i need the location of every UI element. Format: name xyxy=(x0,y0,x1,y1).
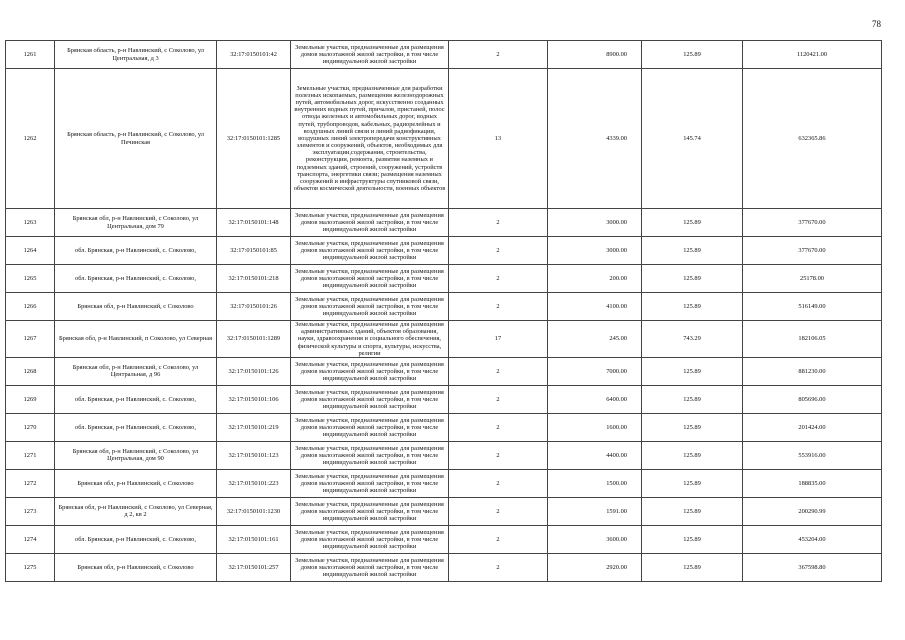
group-cell: 2 xyxy=(449,357,548,385)
group-cell: 2 xyxy=(449,553,548,581)
specific-value-cell: 125.89 xyxy=(642,385,743,413)
cadastral-number-cell: 32:17:0150101:257 xyxy=(217,553,291,581)
area-cell: 4339.00 xyxy=(548,69,642,209)
table-row xyxy=(6,265,882,293)
area-cell: 245.00 xyxy=(548,321,642,358)
specific-value-cell: 145.74 xyxy=(642,69,743,209)
group-cell: 2 xyxy=(449,209,548,237)
cadastral-value-cell: 188835.00 xyxy=(743,469,882,497)
table-row xyxy=(6,357,882,385)
address-cell: Брянская обл, р-н Навлинский, с Соколово, ул Северная, д 2, кв 2 xyxy=(55,497,217,525)
cadastral-number-cell: 32:17:0150101:219 xyxy=(217,413,291,441)
row-number-cell: 1263 xyxy=(6,209,55,237)
table-row xyxy=(6,237,882,265)
address-cell: Брянская область, р-н Навлинский, с Соколово, ул Центральная, д 3 xyxy=(55,41,217,69)
cadastral-value-cell: 377670.00 xyxy=(743,237,882,265)
specific-value-cell: 125.89 xyxy=(642,441,743,469)
area-cell: 1600.00 xyxy=(548,413,642,441)
cadastral-number-cell: 32:17:0150101:123 xyxy=(217,441,291,469)
table-row xyxy=(6,497,882,525)
land-use-cell: Земельные участки, предназначенные для размещения домов малоэтажной жилой застройки, в том числе индивидуальной жилой застройки xyxy=(291,385,449,413)
group-cell: 2 xyxy=(449,413,548,441)
address-cell: обл. Брянская, р-н Навлинский, с. Соколово, xyxy=(55,237,217,265)
cadastral-value-cell: 200290.99 xyxy=(743,497,882,525)
table-row xyxy=(6,413,882,441)
group-cell: 2 xyxy=(449,385,548,413)
row-number-cell: 1265 xyxy=(6,265,55,293)
address-cell: Брянская обл, р-н Навлинский, с Соколово xyxy=(55,553,217,581)
row-number-cell: 1268 xyxy=(6,357,55,385)
cadastral-number-cell: 32:17:0150101:161 xyxy=(217,525,291,553)
cadastral-value-cell: 516149.00 xyxy=(743,293,882,321)
cadastral-value-cell: 367598.80 xyxy=(743,553,882,581)
table-row xyxy=(6,469,882,497)
group-cell: 2 xyxy=(449,41,548,69)
specific-value-cell: 125.89 xyxy=(642,265,743,293)
specific-value-cell: 125.89 xyxy=(642,497,743,525)
area-cell: 3000.00 xyxy=(548,237,642,265)
table-row xyxy=(6,321,882,358)
land-use-cell: Земельные участки, предназначенные для размещения административных зданий, объектов образования, науки, здравоохранения и социального обеспечения, физической культуры и спорта, культуры, искусства, религии xyxy=(291,321,449,358)
land-plots-table xyxy=(5,40,882,582)
area-cell: 1591.00 xyxy=(548,497,642,525)
area-cell: 3000.00 xyxy=(548,209,642,237)
area-cell: 1500.00 xyxy=(548,469,642,497)
address-cell: Брянская обл, р-н Навлинский, с Соколово xyxy=(55,469,217,497)
table-row xyxy=(6,69,882,209)
row-number-cell: 1267 xyxy=(6,321,55,358)
land-use-cell: Земельные участки, предназначенные для размещения домов малоэтажной жилой застройки, в том числе индивидуальной жилой застройки xyxy=(291,413,449,441)
land-use-cell: Земельные участки, предназначенные для размещения домов малоэтажной жилой застройки, в том числе индивидуальной жилой застройки xyxy=(291,237,449,265)
specific-value-cell: 743.29 xyxy=(642,321,743,358)
specific-value-cell: 125.89 xyxy=(642,357,743,385)
specific-value-cell: 125.89 xyxy=(642,237,743,265)
cadastral-value-cell: 182106.05 xyxy=(743,321,882,358)
cadastral-value-cell: 453204.00 xyxy=(743,525,882,553)
cadastral-value-cell: 25178.00 xyxy=(743,265,882,293)
land-use-cell: Земельные участки, предназначенные для размещения домов малоэтажной жилой застройки, в том числе индивидуальной жилой застройки xyxy=(291,525,449,553)
cadastral-number-cell: 32:17:0150101:1285 xyxy=(217,69,291,209)
table-row xyxy=(6,209,882,237)
page-number: 78 xyxy=(872,19,881,29)
table-body xyxy=(6,41,882,582)
land-use-cell: Земельные участки, предназначенные для размещения домов малоэтажной жилой застройки, в том числе индивидуальной жилой застройки xyxy=(291,357,449,385)
row-number-cell: 1262 xyxy=(6,69,55,209)
cadastral-value-cell: 1120421.00 xyxy=(743,41,882,69)
table-row xyxy=(6,293,882,321)
cadastral-number-cell: 32:17:0150101:218 xyxy=(217,265,291,293)
address-cell: обл. Брянская, р-н Навлинский, с. Соколово, xyxy=(55,525,217,553)
specific-value-cell: 125.89 xyxy=(642,413,743,441)
land-use-cell: Земельные участки, предназначенные для размещения домов малоэтажной жилой застройки, в том числе индивидуальной жилой застройки xyxy=(291,497,449,525)
row-number-cell: 1270 xyxy=(6,413,55,441)
specific-value-cell: 125.89 xyxy=(642,293,743,321)
row-number-cell: 1261 xyxy=(6,41,55,69)
address-cell: Брянская обл, р-н Навлинский, п Соколово, ул Северная xyxy=(55,321,217,358)
group-cell: 2 xyxy=(449,237,548,265)
cadastral-number-cell: 32:17:0150101:1289 xyxy=(217,321,291,358)
row-number-cell: 1271 xyxy=(6,441,55,469)
specific-value-cell: 125.89 xyxy=(642,553,743,581)
group-cell: 2 xyxy=(449,441,548,469)
area-cell: 8900.00 xyxy=(548,41,642,69)
cadastral-value-cell: 805696.00 xyxy=(743,385,882,413)
cadastral-number-cell: 32:17:0150101:1230 xyxy=(217,497,291,525)
cadastral-number-cell: 32:17:0150101:223 xyxy=(217,469,291,497)
group-cell: 2 xyxy=(449,469,548,497)
cadastral-number-cell: 32:17:0150101:26 xyxy=(217,293,291,321)
table-row xyxy=(6,553,882,581)
cadastral-value-cell: 201424.00 xyxy=(743,413,882,441)
address-cell: обл. Брянская, р-н Навлинский, с. Соколово, xyxy=(55,265,217,293)
land-use-cell: Земельные участки, предназначенные для размещения домов малоэтажной жилой застройки, в том числе индивидуальной жилой застройки xyxy=(291,209,449,237)
land-use-cell: Земельные участки, предназначенные для размещения домов малоэтажной жилой застройки, в том числе индивидуальной жилой застройки xyxy=(291,293,449,321)
area-cell: 3600.00 xyxy=(548,525,642,553)
specific-value-cell: 125.89 xyxy=(642,41,743,69)
area-cell: 7000.00 xyxy=(548,357,642,385)
table-row xyxy=(6,441,882,469)
cadastral-value-cell: 881230.00 xyxy=(743,357,882,385)
row-number-cell: 1272 xyxy=(6,469,55,497)
group-cell: 13 xyxy=(449,69,548,209)
cadastral-value-cell: 632365.86 xyxy=(743,69,882,209)
row-number-cell: 1274 xyxy=(6,525,55,553)
table-row xyxy=(6,385,882,413)
address-cell: Брянская обл, р-н Навлинский, с Соколово xyxy=(55,293,217,321)
address-cell: Брянская обл, р-н Навлинский, с Соколово, ул Центральная, д 96 xyxy=(55,357,217,385)
group-cell: 2 xyxy=(449,525,548,553)
land-use-cell: Земельные участки, предназначенные для размещения домов малоэтажной жилой застройки, в том числе индивидуальной жилой застройки xyxy=(291,41,449,69)
row-number-cell: 1264 xyxy=(6,237,55,265)
address-cell: обл. Брянская, р-н Навлинский, с. Соколово, xyxy=(55,413,217,441)
group-cell: 2 xyxy=(449,497,548,525)
address-cell: Брянская обл, р-н Навлинский, с Соколово, ул Центральная, дом 90 xyxy=(55,441,217,469)
group-cell: 2 xyxy=(449,265,548,293)
cadastral-value-cell: 553916.00 xyxy=(743,441,882,469)
cadastral-number-cell: 32:17:0150101:148 xyxy=(217,209,291,237)
table-row xyxy=(6,525,882,553)
group-cell: 2 xyxy=(449,293,548,321)
specific-value-cell: 125.89 xyxy=(642,525,743,553)
address-cell: Брянская область, р-н Навлинский, с Соколово, ул Печинская xyxy=(55,69,217,209)
row-number-cell: 1269 xyxy=(6,385,55,413)
row-number-cell: 1273 xyxy=(6,497,55,525)
address-cell: обл. Брянская, р-н Навлинский, с. Соколово, xyxy=(55,385,217,413)
row-number-cell: 1275 xyxy=(6,553,55,581)
land-use-cell: Земельные участки, предназначенные для размещения домов малоэтажной жилой застройки, в том числе индивидуальной жилой застройки xyxy=(291,553,449,581)
specific-value-cell: 125.89 xyxy=(642,209,743,237)
area-cell: 2920.00 xyxy=(548,553,642,581)
land-use-cell: Земельные участки, предназначенные для размещения домов малоэтажной жилой застройки, в том числе индивидуальной жилой застройки xyxy=(291,265,449,293)
cadastral-number-cell: 32:17:0150101:85 xyxy=(217,237,291,265)
area-cell: 4400.00 xyxy=(548,441,642,469)
cadastral-number-cell: 32:17:0150101:106 xyxy=(217,385,291,413)
cadastral-number-cell: 32:17:0150101:126 xyxy=(217,357,291,385)
area-cell: 200.00 xyxy=(548,265,642,293)
group-cell: 17 xyxy=(449,321,548,358)
area-cell: 4100.00 xyxy=(548,293,642,321)
area-cell: 6400.00 xyxy=(548,385,642,413)
specific-value-cell: 125.89 xyxy=(642,469,743,497)
land-use-cell: Земельные участки, предназначенные для разработки полезных ископаемых, размещения железнодорожных путей, автомобильных дорог, искусственно созданных внутренних водных путей, причалов, пристаней, полос отвода железных и автомобильных дорог, водных путей, трубопроводов, кабельных, радиорелейных и воздушных линий связи и линий радиофикации, воздушных линий электропередачи конструктивных элементов и сооружений, объектов, необходимых для эксплуатации,содержания, строительства, реконструкции, ремонта, развития наземных и подземных зданий, строений, сооружений, устройств транспорта, энергетики связи; размещения наземных сооружений и инфраструктуры спутниковой связи, объектов космической деятельности, военных объектов xyxy=(291,69,449,209)
table-row xyxy=(6,41,882,69)
row-number-cell: 1266 xyxy=(6,293,55,321)
land-use-cell: Земельные участки, предназначенные для размещения домов малоэтажной жилой застройки, в том числе индивидуальной жилой застройки xyxy=(291,469,449,497)
cadastral-value-cell: 377670.00 xyxy=(743,209,882,237)
cadastral-number-cell: 32:17:0150101:42 xyxy=(217,41,291,69)
address-cell: Брянская обл, р-н Навлинский, с Соколово, ул Центральная, дом 79 xyxy=(55,209,217,237)
land-use-cell: Земельные участки, предназначенные для размещения домов малоэтажной жилой застройки, в том числе индивидуальной жилой застройки xyxy=(291,441,449,469)
